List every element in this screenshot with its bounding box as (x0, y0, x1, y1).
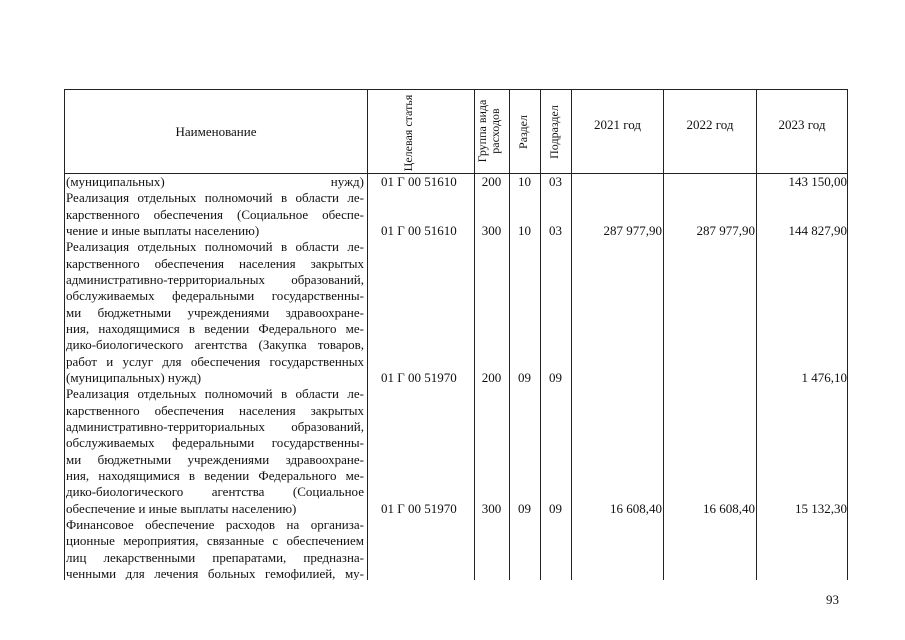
subsection-cell: 09 (549, 370, 562, 385)
text-line: административно-территориальных образований, (66, 272, 364, 287)
text-line: обслуживаемых федеральными государственны- (66, 435, 364, 450)
header-2022: 2022 год (686, 117, 734, 132)
text-line: дико-биологического агентства (Закупка товаров, (66, 337, 364, 352)
text-line: обслуживаемых федеральными государственны- (66, 288, 364, 303)
page-number: 93 (826, 592, 839, 607)
text-line: ми бюджетными учреждениями здравоохране- (66, 452, 364, 467)
text-line: (муниципальных) нужд) (66, 370, 202, 385)
grid-line (367, 89, 368, 580)
header-group: Группа вида расходов (475, 99, 502, 163)
section-cell: 09 (518, 501, 531, 516)
text-line: ционные мероприятия, связанные с обеспечением (66, 533, 364, 548)
header-2021: 2021 год (594, 117, 641, 132)
text-line: карственного обеспечения (Социальное обеспе- (66, 207, 364, 222)
header-target: Целевая статья (401, 94, 415, 172)
group-cell: 300 (481, 223, 502, 238)
text-line: Реализация отдельных полномочий в области ле- (66, 386, 364, 401)
target-cell: 01 Г 00 51970 (381, 370, 457, 385)
header-2023: 2023 год (778, 117, 826, 132)
value-2021-cell: 287 977,90 (603, 223, 662, 238)
group-cell: 200 (481, 174, 502, 189)
text-line: карственного обеспечения населения закрытых (66, 403, 364, 418)
group-cell: 300 (481, 501, 502, 516)
value-2023-cell: 1 476,10 (801, 370, 847, 385)
section-cell: 10 (518, 223, 531, 238)
text-line: карственного обеспечения населения закрытых (66, 256, 364, 271)
text-line: ния, находящимися в ведении Федерального ме- (66, 468, 364, 483)
text-line: административно-территориальных образований, (66, 419, 364, 434)
text-line: Реализация отдельных полномочий в области ле- (66, 190, 364, 205)
text-line: ченными для лечения больных гемофилией, му- (66, 566, 364, 580)
section-cell: 09 (518, 370, 531, 385)
header-section: Раздел (516, 115, 530, 149)
text-line: (муниципальных) нужд) (66, 174, 364, 189)
subsection-cell: 03 (549, 223, 562, 238)
header-name: Наименование (175, 123, 257, 139)
subsection-cell: 09 (549, 501, 562, 516)
text-line: чение и иные выплаты населению) (66, 223, 260, 238)
value-2022-cell: 287 977,90 (696, 223, 755, 238)
text-line: работ и услуг для обеспечения государственных (66, 354, 364, 369)
value-2022-cell: 16 608,40 (703, 501, 755, 516)
text-line: лиц лекарственными препаратами, предназна- (66, 550, 364, 565)
group-cell: 200 (481, 370, 502, 385)
target-cell: 01 Г 00 51970 (381, 501, 457, 516)
target-cell: 01 Г 00 51610 (381, 223, 457, 238)
value-2023-cell: 15 132,30 (795, 501, 847, 516)
text-line: ния, находящимися в ведении Федерального ме- (66, 321, 364, 336)
grid-line (847, 89, 848, 580)
text-line: дико-биологического агентства (Социальное (66, 484, 364, 499)
text-line: Реализация отдельных полномочий в области ле- (66, 239, 364, 254)
target-cell: 01 Г 00 51610 (381, 174, 457, 189)
section-cell: 10 (518, 174, 531, 189)
text-line: ми бюджетными учреждениями здравоохране- (66, 305, 364, 320)
value-2021-cell: 16 608,40 (610, 501, 662, 516)
text-line: обеспечение и иные выплаты населению) (66, 501, 297, 516)
text-line: Финансовое обеспечение расходов на организа- (66, 517, 364, 532)
value-2023-cell: 144 827,90 (788, 223, 847, 238)
subsection-cell: 03 (549, 174, 562, 189)
header-subsection: Подраздел (547, 105, 561, 159)
value-2023-cell: 143 150,00 (788, 174, 847, 189)
